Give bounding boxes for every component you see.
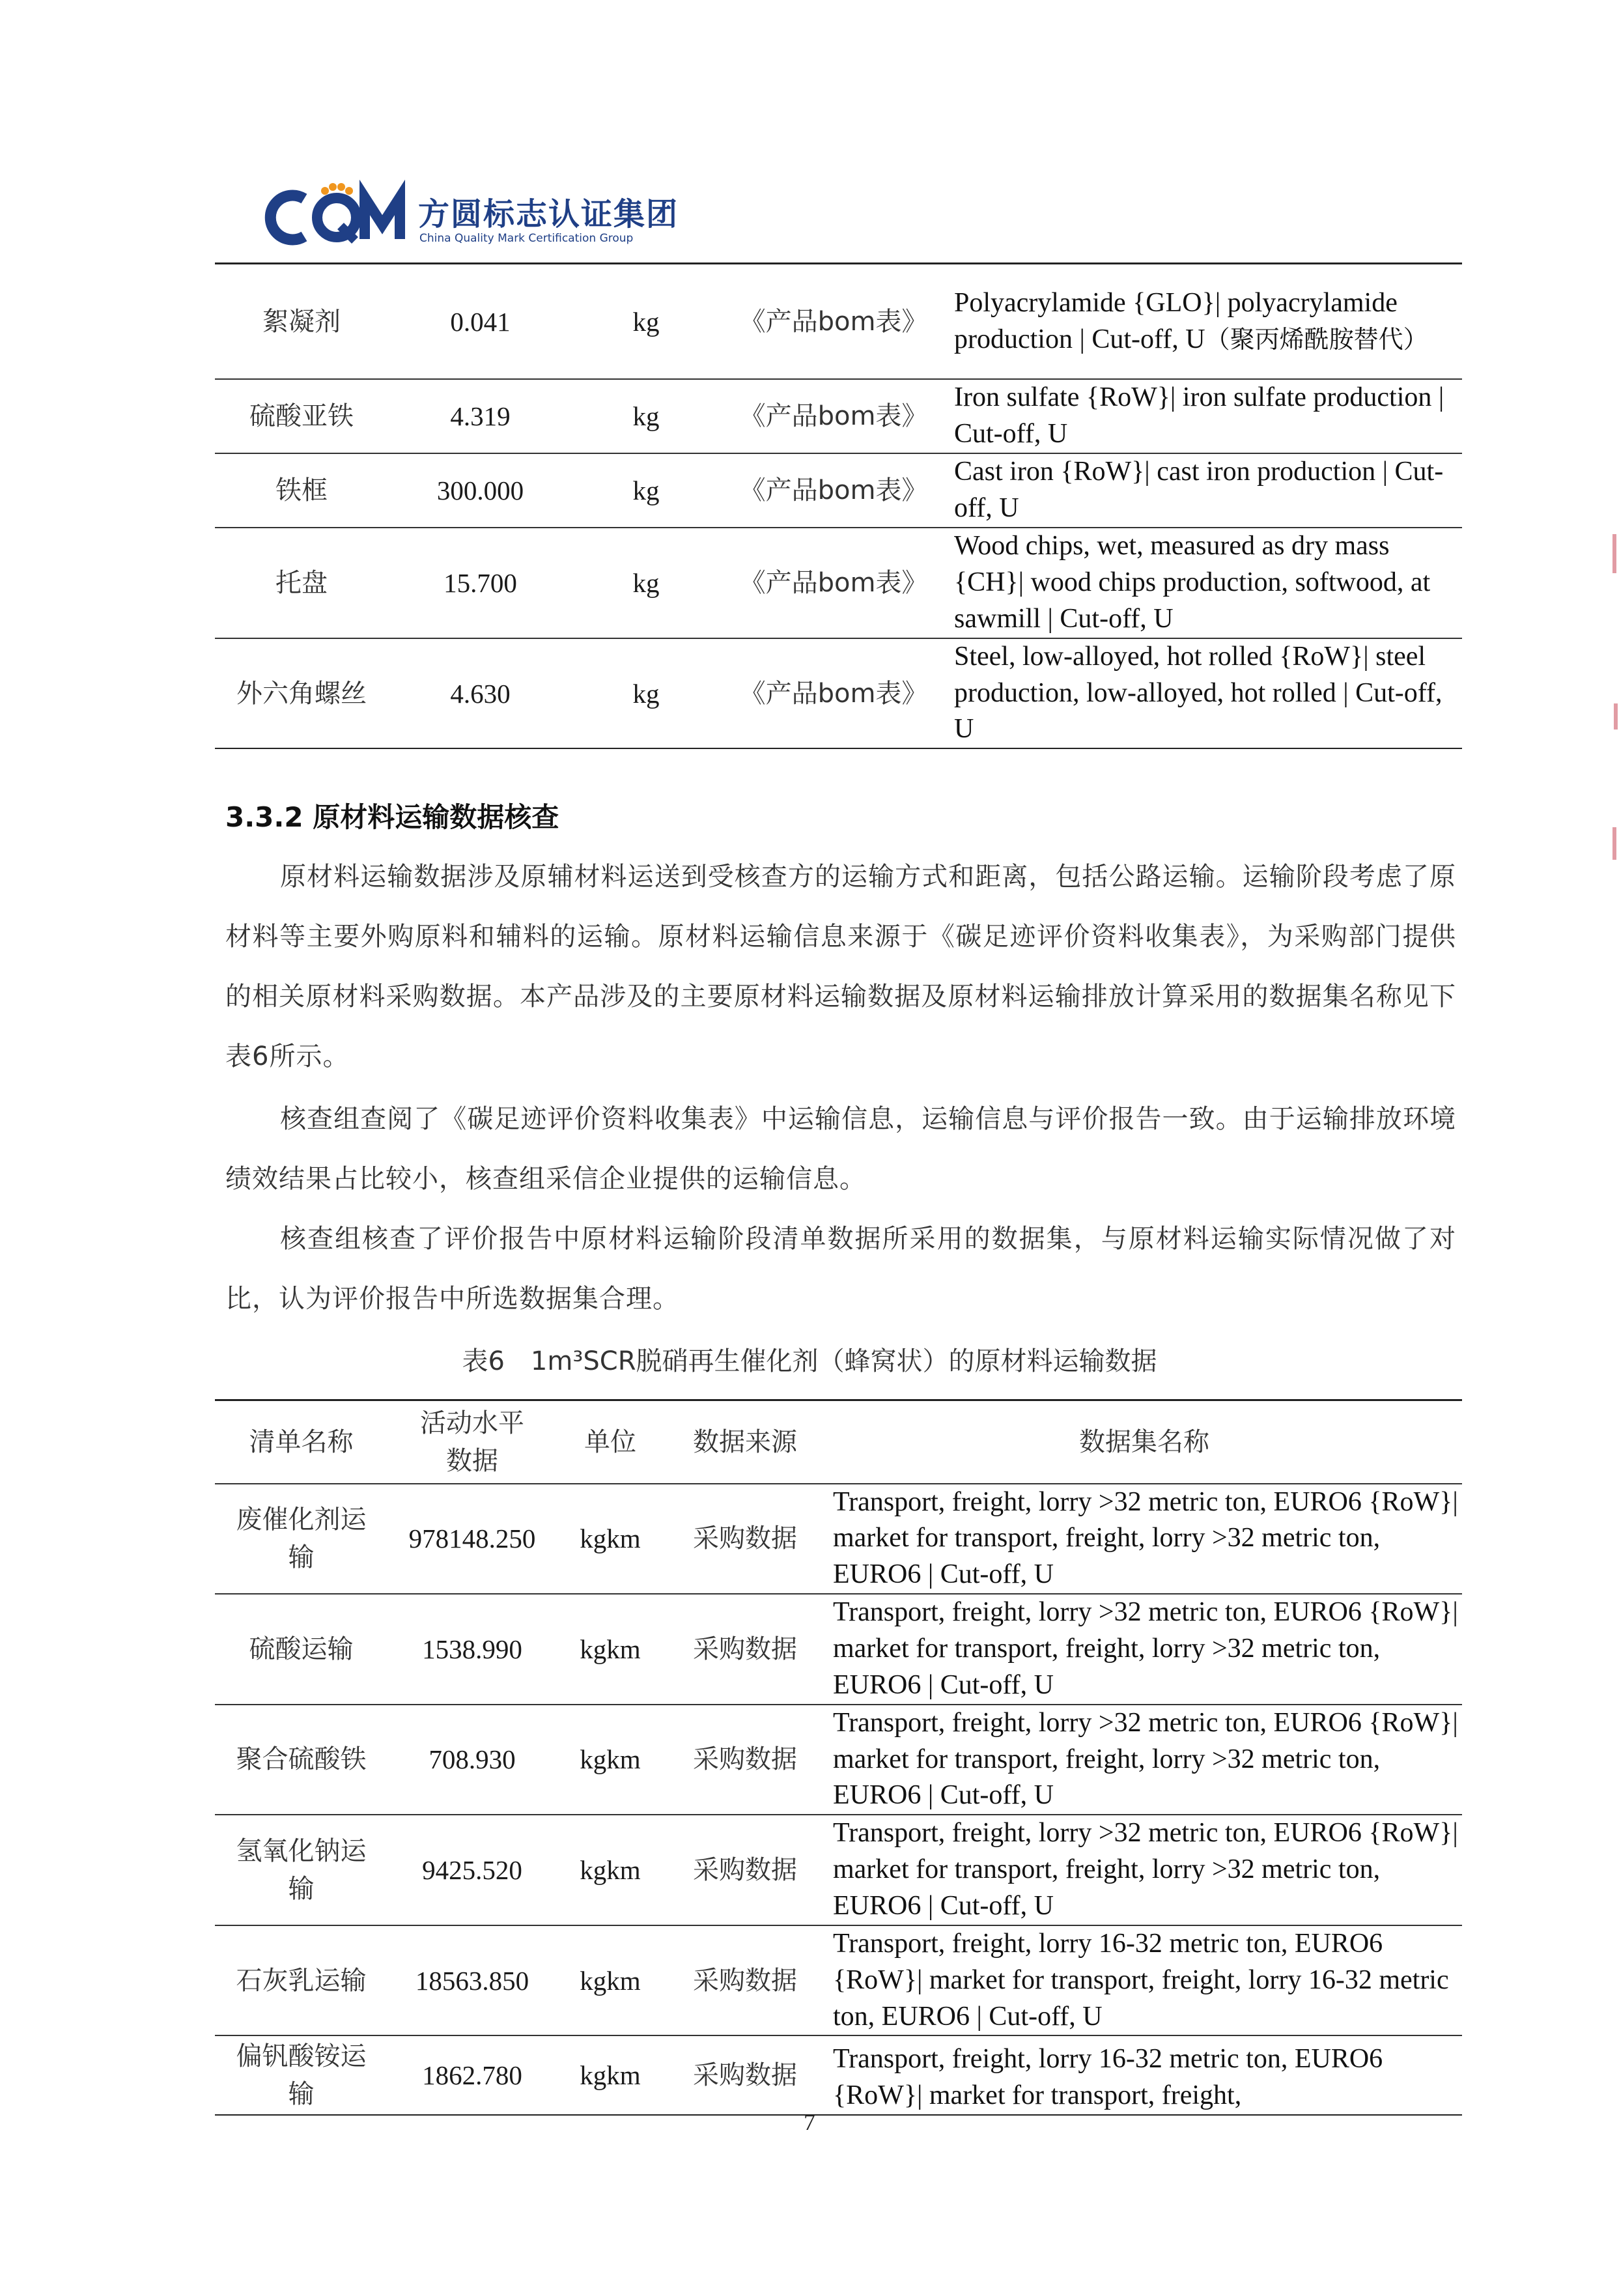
item-unit: kgkm: [557, 2035, 664, 2115]
item-dataset: Transport, freight, lorry >32 metric ton, EURO6 {RoW}| market for transport, freight, lorry >32 metric ton, EURO6 | Cut-off, U: [826, 1815, 1462, 1925]
item-value: 9425.520: [387, 1815, 557, 1925]
item-name: 偏钒酸铵运输: [215, 2035, 387, 2115]
item-name: 絮凝剂: [262, 306, 341, 337]
item-name: 外六角螺丝: [215, 638, 388, 749]
stamp-mark-decoration: [1612, 827, 1616, 860]
dataset-text: Polyacrylamide {GLO}| polyacrylamide production | Cut-off, U: [954, 287, 1398, 354]
item-name: 硫酸亚铁: [215, 379, 388, 453]
dataset-note: （聚丙烯酰胺替代）: [1205, 324, 1428, 354]
item-unit: kg: [572, 528, 720, 638]
cqm-logo-icon: [264, 179, 414, 254]
item-dataset: Iron sulfate {RoW}| iron sulfate production | Cut-off, U: [948, 379, 1462, 453]
item-unit: kg: [572, 379, 720, 453]
column-header: 数据集名称: [826, 1400, 1462, 1484]
item-value: 0.041: [450, 306, 511, 337]
stamp-mark-decoration: [1612, 534, 1616, 573]
column-header: 单位: [557, 1400, 664, 1484]
table-row: [215, 379, 1462, 453]
item-unit: kgkm: [557, 1594, 664, 1705]
item-name: 铁框: [215, 453, 388, 528]
item-unit: kgkm: [557, 1925, 664, 2036]
item-unit: kgkm: [557, 1484, 664, 1594]
table-row: [215, 1925, 1462, 2036]
table-caption: 表6 1m³SCR脱硝再生催化剂（蜂窝状）的原材料运输数据: [462, 1346, 1157, 1376]
item-name: 托盘: [215, 528, 388, 638]
item-dataset: Transport, freight, lorry >32 metric ton, EURO6 {RoW}| market for transport, freight, lorry >32 metric ton, EURO6 | Cut-off, U: [826, 1705, 1462, 1815]
table-row: [215, 638, 1462, 749]
table-row: [215, 264, 1462, 379]
item-dataset: Steel, low-alloyed, hot rolled {RoW}| steel production, low-alloyed, hot rolled | Cut-off, U: [948, 638, 1462, 749]
column-header: 数据来源: [664, 1400, 826, 1484]
item-value: 708.930: [387, 1705, 557, 1815]
item-name: 氢氧化钠运输: [215, 1815, 387, 1925]
item-source: 采购数据: [664, 1484, 826, 1594]
item-name: 聚合硫酸铁: [215, 1705, 387, 1815]
item-dataset: Cast iron {RoW}| cast iron production | Cut-off, U: [948, 453, 1462, 528]
item-value: 978148.250: [387, 1484, 557, 1594]
item-source: 采购数据: [664, 1594, 826, 1705]
table-row: [215, 1594, 1462, 1705]
item-source: 采购数据: [664, 1815, 826, 1925]
page-number: 7: [804, 2109, 815, 2135]
table-row: [215, 1815, 1462, 1925]
item-source: 《产品bom表》: [720, 528, 948, 638]
item-dataset: [948, 264, 1462, 379]
item-value: 18563.850: [387, 1925, 557, 2036]
item-source: 《产品bom表》: [720, 453, 948, 528]
table-row: [215, 453, 1462, 528]
company-name-cn: 方圆标志认证集团: [418, 196, 679, 233]
item-source: 《产品bom表》: [720, 638, 948, 749]
item-name: 石灰乳运输: [215, 1925, 387, 2036]
item-source: 采购数据: [664, 1705, 826, 1815]
item-unit: kgkm: [557, 1705, 664, 1815]
item-dataset: Transport, freight, lorry 16-32 metric ton, EURO6 {RoW}| market for transport, freight,: [826, 2035, 1462, 2115]
table-row: [215, 1705, 1462, 1815]
item-source: 采购数据: [664, 2035, 826, 2115]
transport-data-table: [215, 1399, 1462, 2116]
item-value: 15.700: [388, 528, 572, 638]
item-dataset: Wood chips, wet, measured as dry mass {CH}| wood chips production, softwood, at sawmill | Cut-off, U: [948, 528, 1462, 638]
column-header: 活动水平数据: [387, 1400, 557, 1484]
item-dataset: Transport, freight, lorry 16-32 metric ton, EURO6 {RoW}| market for transport, freight, lorry 16-32 metric ton, EURO6 | Cut-off, U: [826, 1925, 1462, 2036]
item-value: 4.319: [388, 379, 572, 453]
table-row: [215, 528, 1462, 638]
company-name-en: China Quality Mark Certification Group: [419, 232, 634, 245]
column-header: 清单名称: [215, 1400, 387, 1484]
table-header-row: [215, 1400, 1462, 1484]
body-paragraph: 核查组查阅了《碳足迹评价资料收集表》中运输信息，运输信息与评价报告一致。由于运输排放环境绩效结果占比较小，核查组采信企业提供的运输信息。: [225, 1104, 1456, 1194]
item-unit: kg: [632, 306, 660, 337]
table-row: [215, 2035, 1462, 2115]
material-dataset-table: [215, 264, 1462, 749]
item-source: 采购数据: [664, 1925, 826, 2036]
body-paragraph: 原材料运输数据涉及原辅材料运送到受核查方的运输方式和距离，包括公路运输。运输阶段考虑了原材料等主要外购原料和辅料的运输。原材料运输信息来源于《碳足迹评价资料收集表》，为采购部门提供的相关原材料采购数据。本产品涉及的主要原材料运输数据及原材料运输排放计算采用的数据集名称见下表6所示。: [225, 862, 1456, 1071]
item-dataset: Transport, freight, lorry >32 metric ton, EURO6 {RoW}| market for transport, freight, lorry >32 metric ton, EURO6 | Cut-off, U: [826, 1484, 1462, 1594]
item-name: 废催化剂运输: [215, 1484, 387, 1594]
body-paragraph: 核查组核查了评价报告中原材料运输阶段清单数据所采用的数据集，与原材料运输实际情况做了对比，认为评价报告中所选数据集合理。: [225, 1224, 1456, 1314]
item-value: 4.630: [388, 638, 572, 749]
table-row: [215, 1484, 1462, 1594]
stamp-mark-decoration: [1614, 703, 1618, 730]
page-header: [215, 176, 1459, 264]
item-unit: kg: [572, 453, 720, 528]
item-source: 《产品bom表》: [720, 379, 948, 453]
item-source: 《产品bom表》: [739, 306, 928, 337]
item-value: 300.000: [388, 453, 572, 528]
item-name: 硫酸运输: [215, 1594, 387, 1705]
item-value: 1538.990: [387, 1594, 557, 1705]
section-heading: 3.3.2 原材料运输数据核查: [225, 801, 559, 833]
item-unit: kg: [572, 638, 720, 749]
item-dataset: Transport, freight, lorry >32 metric ton, EURO6 {RoW}| market for transport, freight, lorry >32 metric ton, EURO6 | Cut-off, U: [826, 1594, 1462, 1705]
item-value: 1862.780: [387, 2035, 557, 2115]
item-unit: kgkm: [557, 1815, 664, 1925]
